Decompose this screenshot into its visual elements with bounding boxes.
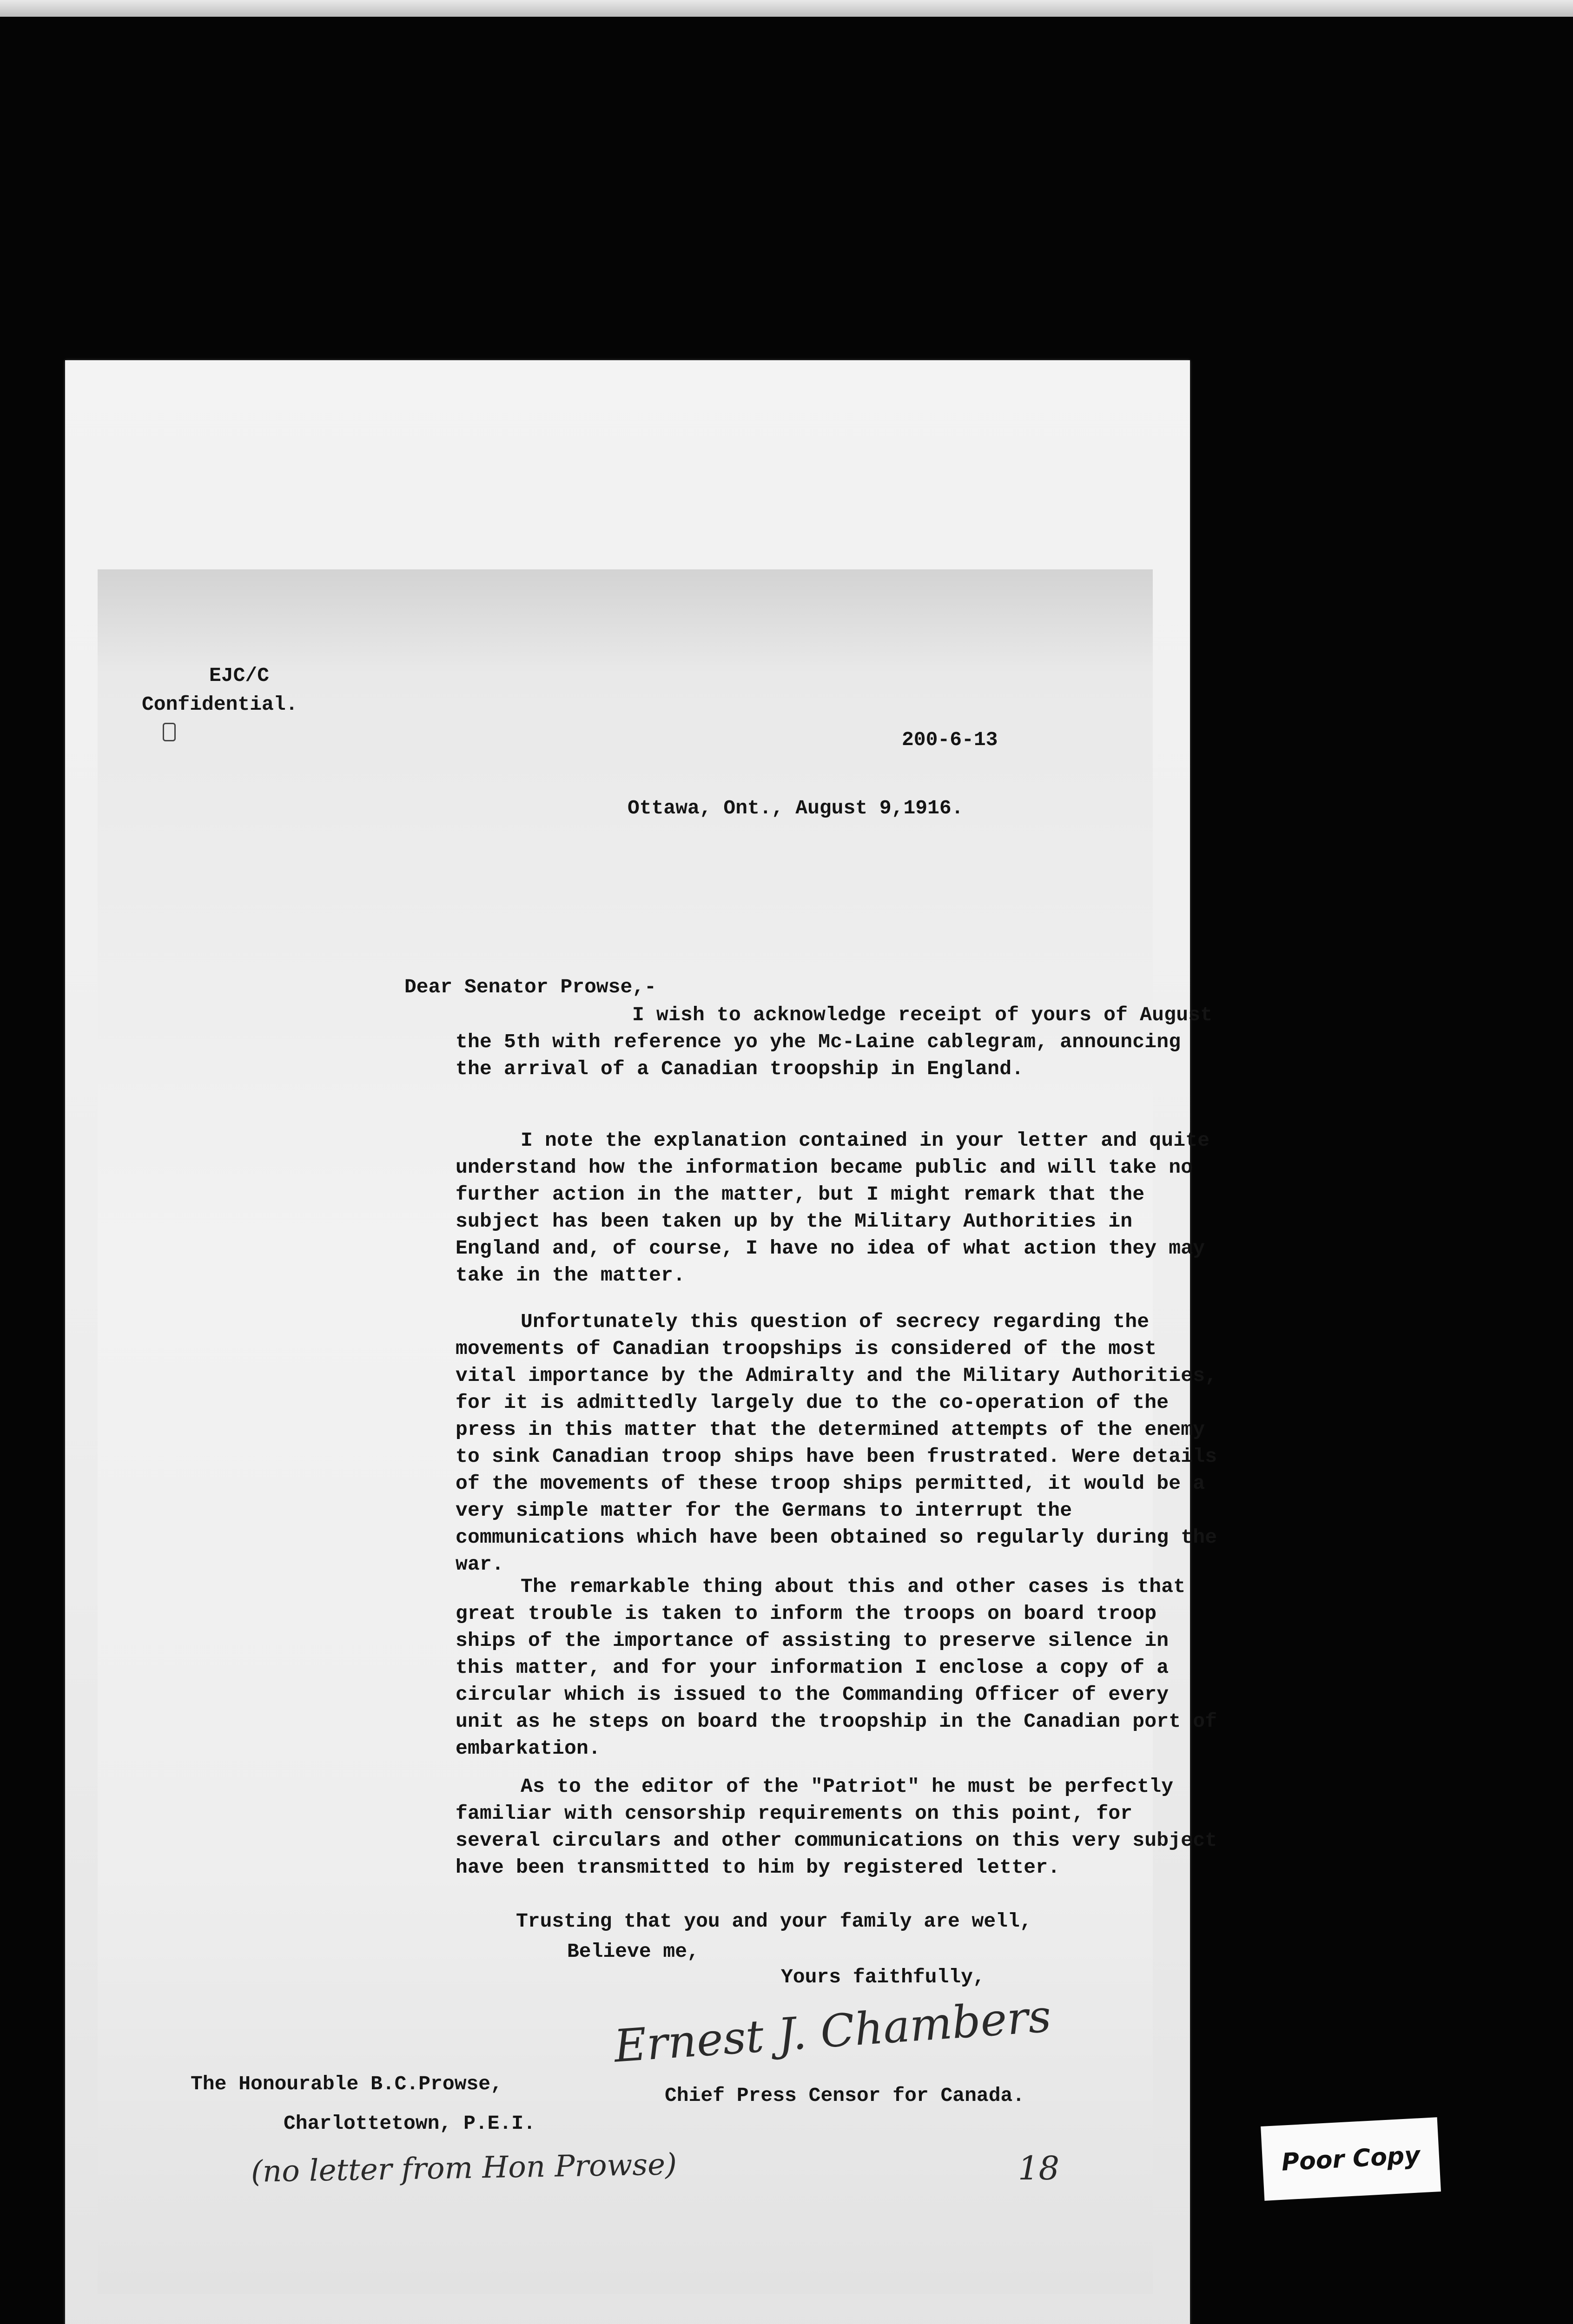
initials: EJC/C [209,664,270,687]
addressee-name: The Honourable B.C.Prowse, [191,2073,502,2095]
believe-me: Believe me, [567,1940,699,1963]
file-reference: 200-6-13 [902,728,998,751]
dateline: Ottawa, Ont., August 9,1916. [628,797,964,819]
paragraph-1: I wish to acknowledge receipt of yours of August the 5th with reference yo yhe Mc-Laine cablegram, announcing the arrival of a Canadian troopship in England. [456,1004,1213,1080]
handwritten-number: 18 [1018,2149,1060,2187]
paragraph-2: I note the explanation contained in your letter and quite understand how the information became public and will take no further action in the matter, but I might remark that the subject has been taken up by the Military Authorities in England and, of course, I have no idea of what action they may take in the matter. [456,1129,1210,1287]
valediction: Yours faithfully, [781,1966,985,1988]
poor-copy-label [1261,2117,1441,2201]
closing-line: Trusting that you and your family are well, [516,1910,1032,1933]
classification: Confidential. [142,693,298,716]
poor-copy-text: Poor Copy [1281,2141,1421,2177]
letter-page [98,569,1217,2294]
top-edge-strip [0,0,1573,17]
paragraph-5: As to the editor of the "Patriot" he must be perfectly familiar with censorship requirements on this point, for several circulars and other communications on this very subject have been transmitted to him by registered letter. [456,1775,1217,1879]
handwritten-note: (no letter from Hon Prowse) [251,2147,677,2189]
salutation: Dear Senator Prowse,- [404,976,656,998]
punch-hole-mark [163,723,176,741]
addressee-place: Charlottetown, P.E.I. [284,2112,535,2135]
signature: Ernest J. Chambers [612,1990,1053,2073]
paragraph-4: The remarkable thing about this and other cases is that great trouble is taken to inform the troops on board troop ships of the importance of assisting to preserve silence in this matter, and for your information I enclose a copy of a circular which is issued to the Commanding Officer of every unit as he steps on board the troopship in the Canadian port of embarkation. [456,1575,1217,1760]
paragraph-3: Unfortunately this question of secrecy regarding the movements of Canadian troopships is considered of the most vital importance by the Admiralty and the Military Authorities, for it is admittedly largely due to the co-operation of the press in this matter that the determined attempts of the enemy to sink Canadian troop ships have been frustrated. Were details of the movements of these troop ships permitted, it would be a very simple matter for the Germans to interrupt the communications which have been obtained so regularly during the war. [456,1310,1217,1576]
signer-title: Chief Press Censor for Canada. [665,2084,1025,2107]
